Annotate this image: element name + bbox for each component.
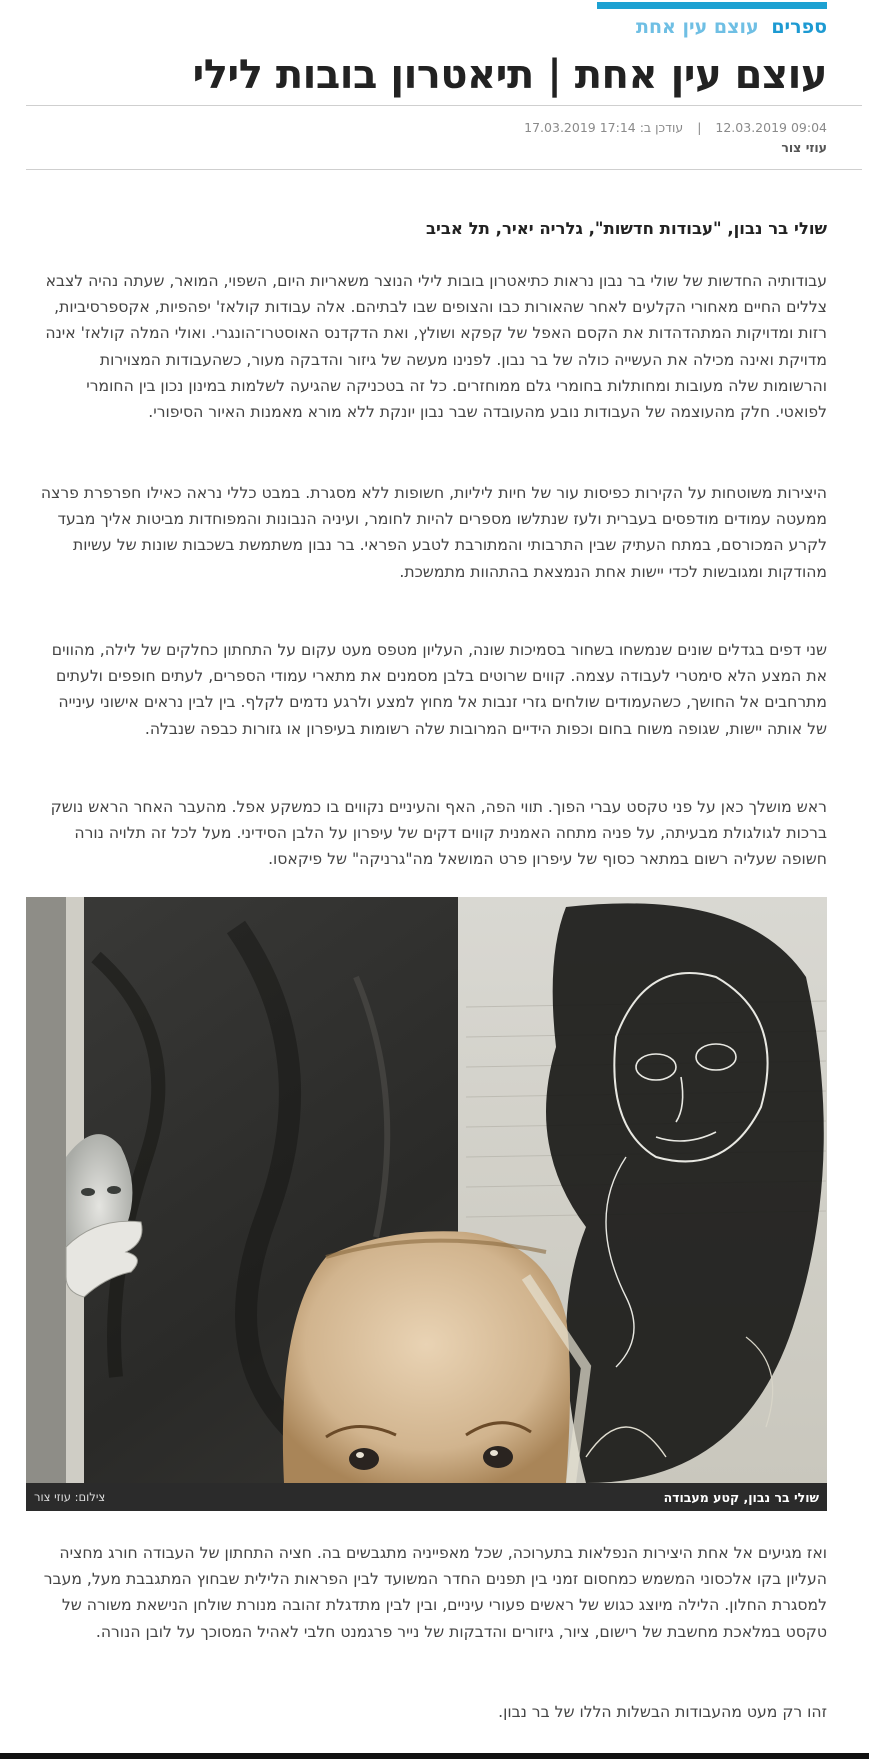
breadcrumb-subsection[interactable]: עוצם עין אחת xyxy=(636,16,759,38)
caption-text: שולי בר נבון, קטע מעבודה xyxy=(663,1489,819,1505)
divider xyxy=(26,105,862,106)
artwork-figure xyxy=(26,897,827,1511)
top-accent-bar xyxy=(597,2,827,9)
photo-credit: צילום: עוזי צור xyxy=(34,1490,106,1504)
breadcrumb xyxy=(636,16,827,38)
artwork-image[interactable] xyxy=(26,897,827,1483)
article-paragraph: ראש מושלך כאן על פני טקסט עברי הפוך. תווי הפה, האף והעיניים נקווים בו כמשקע אפל. מהעבר האחר הראש נושק ברכות לגולגולת מבעיתה, על פניה מתחה האמנית קווים דקים של עיפרון על הלבן הסידיני. מעל לכל זה תלויה נורה חשופה שעליה רשום במתאר כסוף של עיפרון פרט המושאל מה"גרניקה" של פיקאסו. xyxy=(50,798,827,869)
breadcrumb-section[interactable]: ספרים xyxy=(771,16,827,38)
article-paragraph: שני דפים בגדלים שונים שנמשחו בשחור בסמיכות שונה, העליון מטפס מעט עקום על התחתון כחלקים של לילה, מהווים את המצע הלא סימטרי לעבודה עצמה. קווים שרוטים בלבן מסמנים את מתארי עמודי הספרים, לעתים חופפים ולעתים מתרחבים אל החושך, כשהעמודים שולחים גזרי זנבות אל מחוץ למצע ולרגע נדמים לקלף. בין לבין נראים אישוני עינייה של אותה יישות, שגופה משוח בחום וכפות הידיים המרובות שלה רשומות בעיפרון או גזורות כבפה שנבלה. xyxy=(51,641,827,738)
bottom-bar xyxy=(0,1753,869,1759)
article-paragraph: היצירות משוטחות על הקירות כפיסות עור של חיות ליליות, חשופות ללא מסגרת. במבט כללי נראה כאילו חפרפרת פרצה ממעטה עמודים מודפסים בעברית ולעז שנתלשו מספרים להיות לחומר, ועיניה הנבונות והמפוחדות מביטות אליך מבעד לקרע המכורסם, במתח העתיק שבין התרבותי והמתורבת לטבע הפראי. בר נבון משתמשת בשכבות שונות של עשיות מהודקות ומגובשות לכדי יישות אחת הנמצאת בהתהוות מתמשכת. xyxy=(40,484,827,581)
article-paragraph: זהו רק מעט מהעבודות הבשלות הללו של בר נבון. xyxy=(498,1703,827,1721)
publish-date: 09:04 12.03.2019 xyxy=(715,120,827,135)
updated-date: עודכן ב: 17:14 17.03.2019 xyxy=(524,120,684,135)
article-paragraph: עבודותיה החדשות של שולי בר נבון נראות כתיאטרון בובות לילי הנוצר משאריות היום, השפוי, המואר, שעתה נהיה לצבא צללים החיים מאחורי הקלעים לאחר שהאורות כבו והצופים שבו לבתיהם. אלה עבודות קולאז' יפהפיות, אקספרסיביות, רזות ומדויקות המתהדהדות את הקסם האפל של קפקא ושולץ, ואת הדקדנס האוסטרו־הונגרי. ואולי המלה קולאז' אינה מדויקת ואינה מכילה את העשייה כולה של בר נבון. לפנינו מעשה של גיזור והדבקה מעור, כשהעבודות המצוירות והרשומות שלה מעובות ומחותלות בחומרי גלם ממוחזרים. כל זה בטכניקה שהגיעה לשלמות במינון נכון בין החומרי לפואטי. חלק מהעוצמה של העבודות נובע מהעובדה שבר נבון יונקת ללא מורא מאמנות האיור הסיפורי. xyxy=(45,272,827,422)
article-meta xyxy=(524,120,827,135)
figure-caption xyxy=(26,1483,827,1511)
meta-separator: | xyxy=(697,120,702,135)
divider xyxy=(26,169,862,170)
author-name[interactable]: עוזי צור xyxy=(781,140,827,155)
article-paragraph: ואז מגיעים אל אחת היצירות הנפלאות בתערוכה, שכל מאפייניה מתגבשים בה. חציה התחתון של העבודה חורג מחציה העליון בקו אלכסוני המשמש כמחסום זמני בין תפנים החדר המשועד לבין הפראות הלילית שבחוץ המתגבבת מעל, מעבר למסגרת החלון. הלילה מיוצג כגוש של ראשים פעורי עיניים, ובין לבין מתדגלת זהובה מנורת שולחן הנישאת משורה של טקסט במלאכת מחשבת של רישום, ציור, גיזורים והדבקות של נייר פרגמנט חלבי לאהיל המסוכך על לובן הנורה. xyxy=(43,1544,827,1641)
article-title: עוצם עין אחת | תיאטרון בובות לילי xyxy=(192,52,827,98)
article-subtitle: שולי בר נבון, "עבודות חדשות", גלריה יאיר, תל אביב xyxy=(425,219,827,238)
